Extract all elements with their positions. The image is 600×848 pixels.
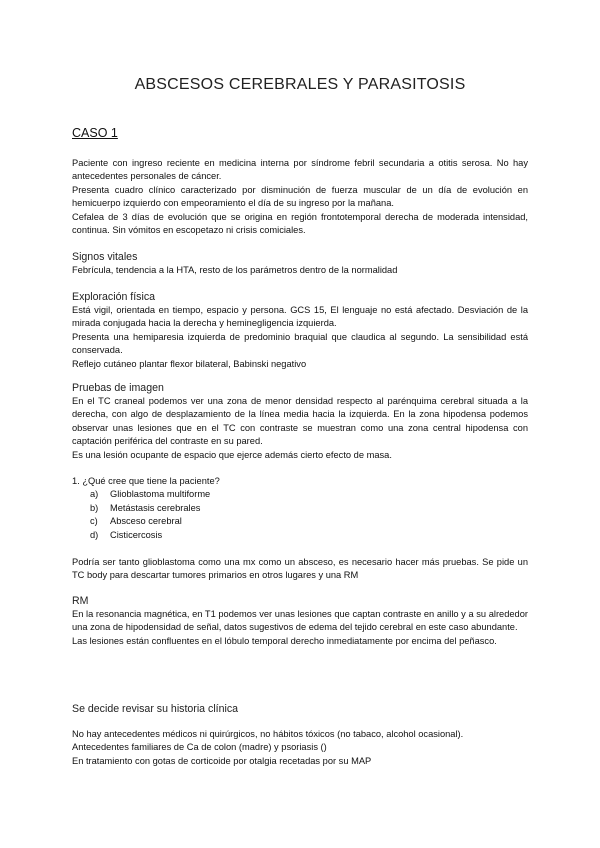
intro-paragraph: Presenta cuadro clínico caracterizado por disminución de fuerza muscular de un día de evolución en hemicuerpo izquierdo con empeoramiento el día de su ingreso por la mañana.	[72, 184, 528, 209]
answer-paragraph: Podría ser tanto glioblastoma como una mx como un absceso, es necesario hacer más pruebas. Se pide un TC body para descartar tumores primarios en otros lugares y una RM	[72, 557, 528, 581]
case-heading: CASO 1	[72, 126, 118, 140]
vitals-text: Febrícula, tendencia a la HTA, resto de los parámetros dentro de la normalidad	[72, 265, 398, 275]
intro-paragraph: Cefalea de 3 días de evolución que se origina en región frontotemporal derecha de moderada intensidad, continua. Sin vómitos en escopetazo ni crisis comiciales.	[72, 211, 528, 236]
history-heading: Se decide revisar su historia clínica	[72, 703, 239, 715]
imaging-heading: Pruebas de imagen	[72, 382, 164, 394]
exam-section	[72, 290, 528, 371]
exam-paragraph: Reflejo cutáneo plantar flexor bilateral, Babinski negativo	[72, 358, 307, 369]
history-line: Antecedentes familiares de Ca de colon (madre) y psoriasis ()	[72, 742, 327, 753]
vitals-section	[72, 250, 528, 277]
option-item: d) Cisticercosis	[90, 529, 163, 540]
rm-paragraph: En la resonancia magnética, en T1 podemos ver unas lesiones que captan contraste en anillo y a su alrededor una zona de hipodensidad de señal, datos sugestivos de edema del tejido cerebral en este caso abundante.	[72, 609, 528, 633]
question-options	[72, 488, 528, 542]
answer-section	[72, 556, 528, 583]
question-section	[72, 475, 528, 542]
imaging-paragraph: Es una lesión ocupante de espacio que ejerce además cierto efecto de masa.	[72, 449, 392, 460]
option-item: a) Glioblastoma multiforme	[90, 489, 211, 500]
history-line: En tratamiento con gotas de corticoide por otalgia recetadas por su MAP	[72, 755, 372, 766]
document-title: ABSCESOS CEREBRALES Y PARASITOSIS	[134, 76, 466, 93]
history-heading-block	[72, 702, 528, 716]
history-line: No hay antecedentes médicos ni quirúrgicos, no hábitos tóxicos (no tabaco, alcohol ocasional).	[72, 729, 464, 739]
intro-paragraph: Paciente con ingreso reciente en medicina interna por síndrome febril secundaria a otitis serosa. No hay antecedentes personales de cáncer.	[72, 158, 528, 182]
history-section	[72, 728, 528, 768]
exam-heading: Exploración física	[72, 291, 156, 303]
option-item: b) Metástasis cerebrales	[90, 502, 201, 513]
option-item: c) Absceso cerebral	[90, 516, 182, 527]
imaging-section	[72, 381, 528, 462]
exam-paragraph: Está vigil, orientada en tiempo, espacio y persona. GCS 15, El lenguaje no está afectado. Desviación de la mirada conjugada hacia la derecha y heminegligencia izquierda.	[72, 305, 528, 329]
rm-paragraph: Las lesiones están confluentes en el lóbulo temporal derecho inmediatamente por encima del peñasco.	[72, 635, 497, 646]
rm-heading: RM	[72, 595, 89, 607]
vitals-heading: Signos vitales	[72, 251, 138, 263]
imaging-paragraph: En el TC craneal podemos ver una zona de menor densidad respecto al parénquima cerebral situada a la derecha, con algo de desplazamiento de la línea media hacia la izquierda. En la zona hipodensa podemos observar unas lesiones que en el TC con contraste se muestran como una zona central hipodensa con captación periférica del contraste en su pared.	[72, 396, 528, 447]
exam-paragraph: Presenta una hemiparesia izquierda de predominio braquial que claudica al segundo. La sensibilidad está conservada.	[72, 331, 528, 356]
rm-section	[72, 594, 528, 648]
intro-section	[72, 157, 528, 237]
question-text: 1. ¿Qué cree que tiene la paciente?	[72, 476, 220, 486]
